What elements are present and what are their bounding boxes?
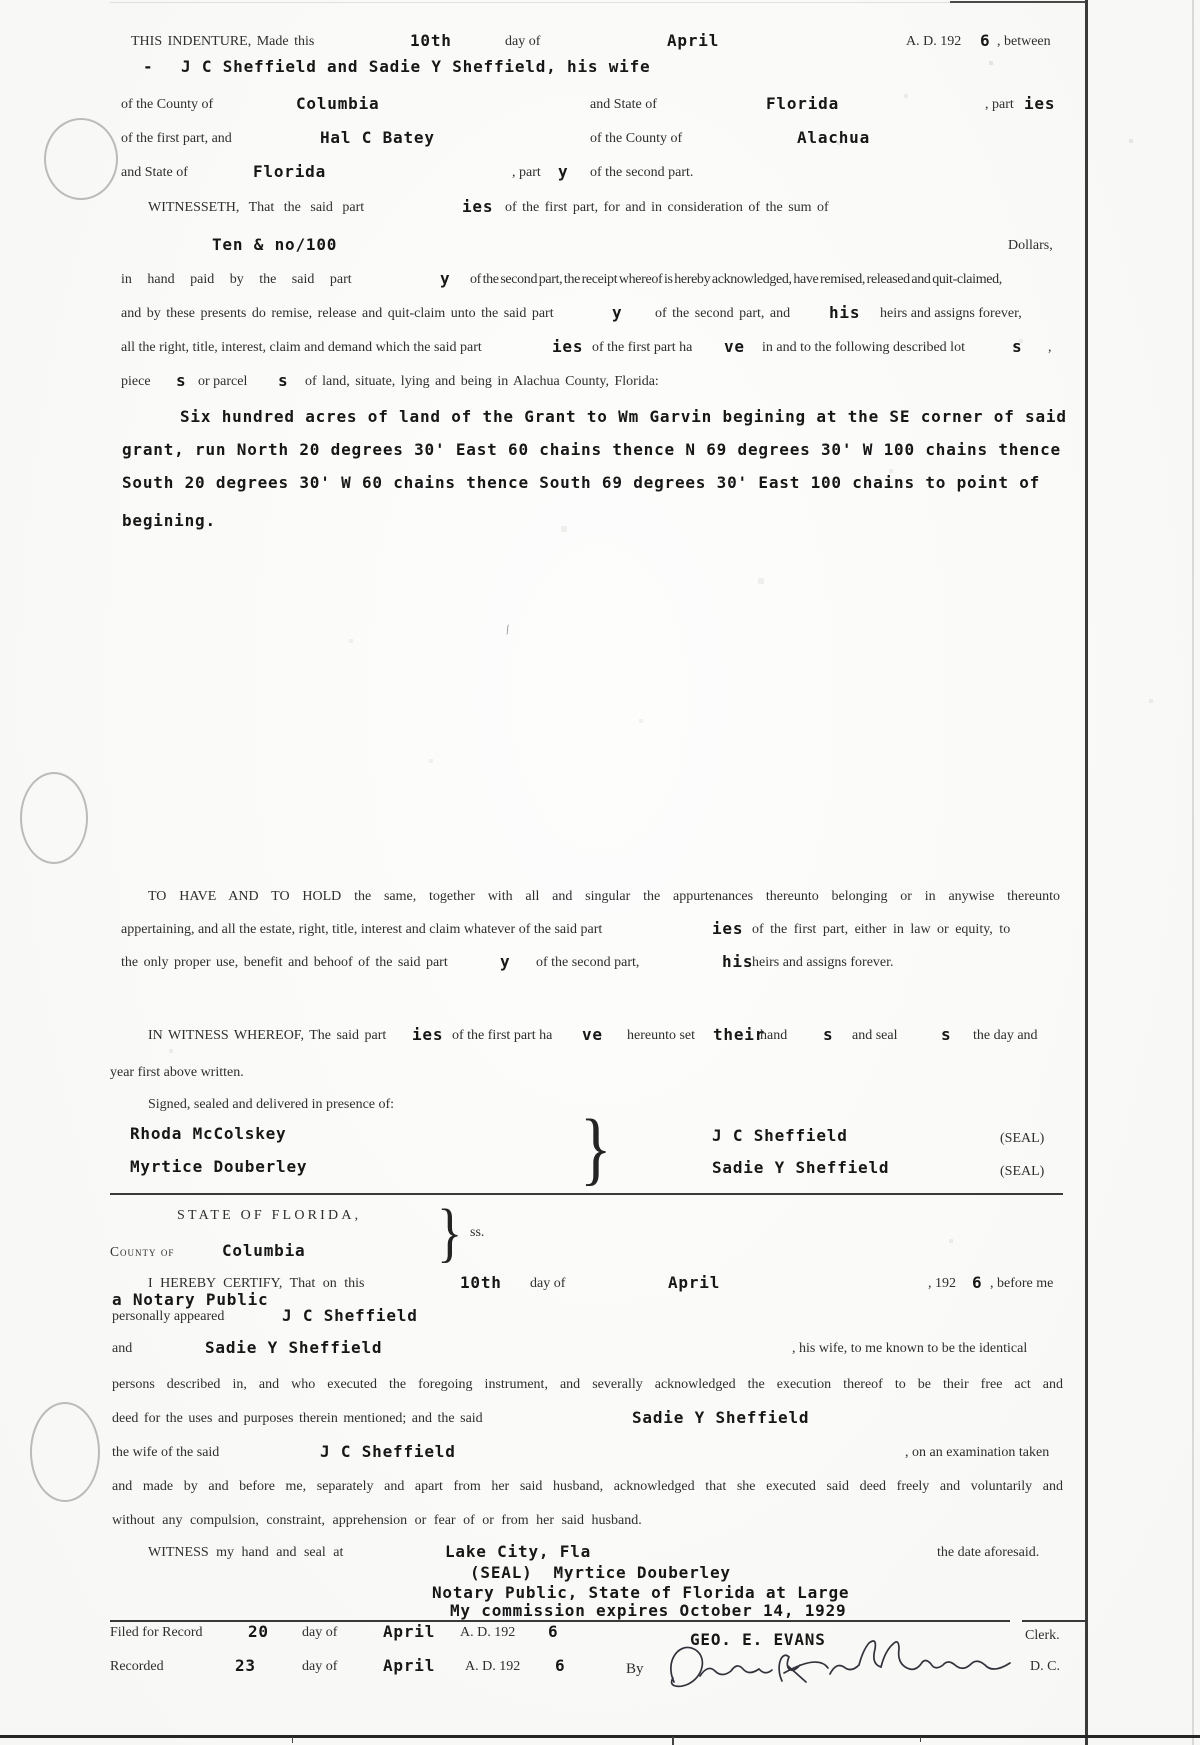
label-certify-192: , 192 <box>928 1276 956 1291</box>
label-recorded-day-of: day of <box>302 1659 338 1674</box>
label-deed-uses: deed for the uses and purposes therein mentioned; and the said <box>112 1411 483 1426</box>
field-parcel-s: s <box>278 371 289 390</box>
field-description-line-4: begining. <box>122 511 216 530</box>
field-witness-1: Rhoda McColskey <box>130 1124 287 1143</box>
label-ad-192: A. D. 192 <box>906 34 962 49</box>
label-date-aforesaid: the date aforesaid. <box>937 1545 1040 1560</box>
field-appeared-2: Sadie Y Sheffield <box>205 1338 383 1357</box>
label-recorded: Recorded <box>110 1659 164 1674</box>
label-ss: ss. <box>470 1225 485 1240</box>
label-witnesseth-post: of the first part, for and in consideration of the sum of <box>505 200 829 215</box>
field-tohave-his: his <box>722 952 754 971</box>
label-his-wife-known: , his wife, to me known to be the identical <box>792 1341 1028 1356</box>
field-tohave-y: y <box>500 952 511 971</box>
label-witness-hand-seal: WITNESS my hand and seal at <box>148 1545 344 1560</box>
field-state-2: Florida <box>253 162 327 181</box>
field-witness-2: Myrtice Douberley <box>130 1157 308 1176</box>
field-signer-1: J C Sheffield <box>712 1126 848 1145</box>
field-grantors-dash: - <box>143 57 154 76</box>
label-dollars: Dollars, <box>1008 238 1053 253</box>
label-persons-described: persons described in, and who executed the foregoing instrument, and severally acknowledged the execution thereof to be their free act and <box>112 1377 1063 1392</box>
field-signer-2: Sadie Y Sheffield <box>712 1158 890 1177</box>
field-certify-month: April <box>668 1273 721 1292</box>
label-of-county-1: of the County of <box>121 97 214 112</box>
field-filed-month: April <box>383 1622 436 1641</box>
label-land-situate: of land, situate, lying and being in Alachua County, Florida: <box>305 374 659 389</box>
field-part-suffix-2: y <box>558 162 569 181</box>
label-in-witness: IN WITNESS WHEREOF, The said part <box>148 1028 387 1043</box>
field-county-value: Columbia <box>222 1241 306 1260</box>
label-first-part-and: of the first part, and <box>121 131 232 146</box>
label-filed-for-record: Filed for Record <box>110 1625 203 1640</box>
field-recorded-month: April <box>383 1656 436 1675</box>
field-witnesseth-ies: ies <box>462 197 494 216</box>
label-recorded-ad: A. D. 192 <box>465 1659 521 1674</box>
label-certify-day-of: day of <box>530 1276 566 1291</box>
field-description-line-1: Six hundred acres of land of the Grant to Wm Garvin begining at the SE corner of said <box>180 407 1067 426</box>
label-described-lot: in and to the following described lot <box>762 340 965 355</box>
label-made-by-before-me: and made by and before me, separately and apart from her said husband, acknowledged that she executed said deed freely and voluntarily and <box>112 1479 1063 1494</box>
punch-hole <box>44 118 118 200</box>
label-and-seal: and seal <box>852 1028 898 1043</box>
label-filed-day-of: day of <box>302 1625 338 1640</box>
label-and: and <box>112 1341 133 1356</box>
signature-divider-rule <box>110 1193 1063 1195</box>
field-appeared-1: J C Sheffield <box>282 1306 418 1325</box>
field-certify-year: 6 <box>972 1273 983 1292</box>
bottom-border-line <box>0 1735 1200 1738</box>
field-commission-expires: My commission expires October 14, 1929 <box>450 1601 847 1620</box>
field-lot-s: s <box>1012 337 1023 356</box>
field-day: 10th <box>410 31 452 50</box>
label-hand: hand <box>760 1028 788 1043</box>
field-clerk-name: GEO. E. EVANS <box>690 1630 826 1649</box>
label-hereunto-set: hereunto set <box>627 1028 696 1043</box>
field-county-1: Columbia <box>296 94 380 113</box>
scan-noise <box>0 0 2 2</box>
label-and-state-2: and State of <box>121 165 188 180</box>
field-hand-s: s <box>823 1025 834 1044</box>
top-border-line <box>950 1 1087 3</box>
field-recorded-day: 23 <box>235 1656 256 1675</box>
bottom-tick <box>920 1737 921 1742</box>
label-all-right: all the right, title, interest, claim and demand which the said part <box>121 340 482 355</box>
ss-brace: } <box>437 1196 463 1269</box>
label-before-me: , before me <box>990 1276 1054 1291</box>
field-presents-y: y <box>612 303 623 322</box>
field-allright-ve: ve <box>724 337 745 356</box>
field-inhand-y: y <box>440 269 451 288</box>
label-piece: piece <box>121 374 151 389</box>
label-county-of: County of <box>110 1244 175 1259</box>
field-piece-s: s <box>176 371 187 390</box>
field-allright-ies: ies <box>552 337 584 356</box>
label-i-hereby-certify: I HEREBY CERTIFY, That on this <box>148 1276 365 1291</box>
field-notary-seal-signature: (SEAL) Myrtice Douberley <box>470 1563 731 1582</box>
page-edge-line <box>1192 0 1194 1745</box>
label-part-2: , part <box>512 165 541 180</box>
label-law-or-equity: of the first part, either in law or equity, to <box>752 922 1011 937</box>
label-receipt-whereof: of the second part, the receipt whereof is hereby acknowledged, have remised, released and quit-claimed, <box>470 272 1002 287</box>
label-heirs-forever: heirs and assigns forever, <box>880 306 1022 321</box>
label-or-parcel: or parcel <box>198 374 248 389</box>
label-of-county-2: of the County of <box>590 131 683 146</box>
field-amount: Ten & no/100 <box>212 235 338 254</box>
field-notary-title: Notary Public, State of Florida at Large <box>432 1583 850 1602</box>
label-filed-ad: A. D. 192 <box>460 1625 516 1640</box>
label-and-state-1: and State of <box>590 97 657 112</box>
field-part-suffix-1: ies <box>1024 94 1056 113</box>
label-seal-2: (SEAL) <box>1000 1164 1045 1179</box>
label-heirs-assigns: heirs and assigns forever. <box>752 955 894 970</box>
field-inwitness-ve: ve <box>582 1025 603 1044</box>
field-state-1: Florida <box>766 94 840 113</box>
label-presents: and by these presents do remise, release and quit-claim unto the said part <box>121 306 554 321</box>
label-seal-1: (SEAL) <box>1000 1131 1045 1146</box>
label-witnesseth: WITNESSETH, That the said part <box>148 200 365 215</box>
label-day-and: the day and <box>973 1028 1038 1043</box>
field-description-line-3: South 20 degrees 30' W 60 chains thence South 69 degrees 30' East 100 chains to point of <box>122 473 1041 492</box>
label-only-proper-use: the only proper use, benefit and behoof of the said part <box>121 955 448 970</box>
punch-hole <box>20 772 88 864</box>
field-grantee: Hal C Batey <box>320 128 435 147</box>
label-clerk: Clerk. <box>1025 1628 1060 1643</box>
label-lot-comma: , <box>1048 340 1052 355</box>
field-certify-day: 10th <box>460 1273 502 1292</box>
punch-hole <box>30 1402 100 1502</box>
label-signed-sealed: Signed, sealed and delivered in presence of: <box>148 1097 395 1112</box>
footer-divider-rule <box>110 1620 1010 1622</box>
field-filed-year: 6 <box>548 1622 559 1641</box>
label-appertaining: appertaining, and all the estate, right, title, interest and claim whatever of the said part <box>121 922 603 937</box>
witness-brace: } <box>580 1102 612 1193</box>
label-without-compulsion: without any compulsion, constraint, apprehension or fear of or from her said husband. <box>112 1513 642 1528</box>
label-second-part: of the second part. <box>590 165 694 180</box>
label-in-hand-paid: in hand paid by the said part <box>121 272 352 287</box>
label-first-part-ha: of the first part ha <box>592 340 693 355</box>
field-county-2: Alachua <box>797 128 871 147</box>
field-description-line-2: grant, run North 20 degrees 30' East 60 chains thence N 69 degrees 30' W 100 chains thence <box>122 440 1061 459</box>
label-between: , between <box>997 34 1051 49</box>
stray-pen-tick: / <box>504 622 512 639</box>
label-presents-mid: of the second part, and <box>655 306 791 321</box>
label-inwitness-ha: of the first part ha <box>452 1028 553 1043</box>
field-seal-s: s <box>941 1025 952 1044</box>
field-filed-day: 20 <box>248 1622 269 1641</box>
field-witness-place: Lake City, Fla <box>445 1542 592 1561</box>
label-personally-appeared: personally appeared <box>112 1309 225 1324</box>
label-year-first: year first above written. <box>110 1065 244 1080</box>
label-second-part-mid: of the second part, <box>536 955 640 970</box>
field-presents-his: his <box>829 303 861 322</box>
bottom-tick <box>292 1737 293 1743</box>
deputy-clerk-signature <box>658 1636 1018 1700</box>
field-grantors: J C Sheffield and Sadie Y Sheffield, his wife <box>181 57 651 76</box>
label-state-of-florida: STATE OF FLORIDA, <box>177 1208 362 1223</box>
label-this-indenture: THIS INDENTURE, Made this <box>131 34 315 49</box>
label-by: By <box>626 1661 644 1677</box>
right-vertical-border <box>1085 0 1088 1745</box>
label-wife-of-said: the wife of the said <box>112 1445 220 1460</box>
field-tohave-ies: ies <box>712 919 744 938</box>
label-part-1: , part <box>985 97 1014 112</box>
field-recorded-year: 6 <box>555 1656 566 1675</box>
label-dc: D. C. <box>1030 1659 1060 1674</box>
label-to-have-and-hold: TO HAVE AND TO HOLD the same, together with all and singular the appurtenances thereunto belonging or in anywise thereunto <box>148 889 1060 904</box>
label-examination-taken: , on an examination taken <box>905 1445 1050 1460</box>
field-year-digit: 6 <box>980 31 991 50</box>
field-said-wife: Sadie Y Sheffield <box>632 1408 810 1427</box>
label-day-of: day of <box>505 34 541 49</box>
field-month: April <box>667 31 720 50</box>
field-wife-of-name: J C Sheffield <box>320 1442 456 1461</box>
field-their: their <box>713 1025 766 1044</box>
bottom-tick <box>672 1737 674 1745</box>
top-edge-faint-line <box>110 2 950 3</box>
field-inwitness-ies: ies <box>412 1025 444 1044</box>
footer-divider-rule-short <box>1022 1620 1085 1622</box>
field-notary-public: a Notary Public <box>112 1290 269 1309</box>
